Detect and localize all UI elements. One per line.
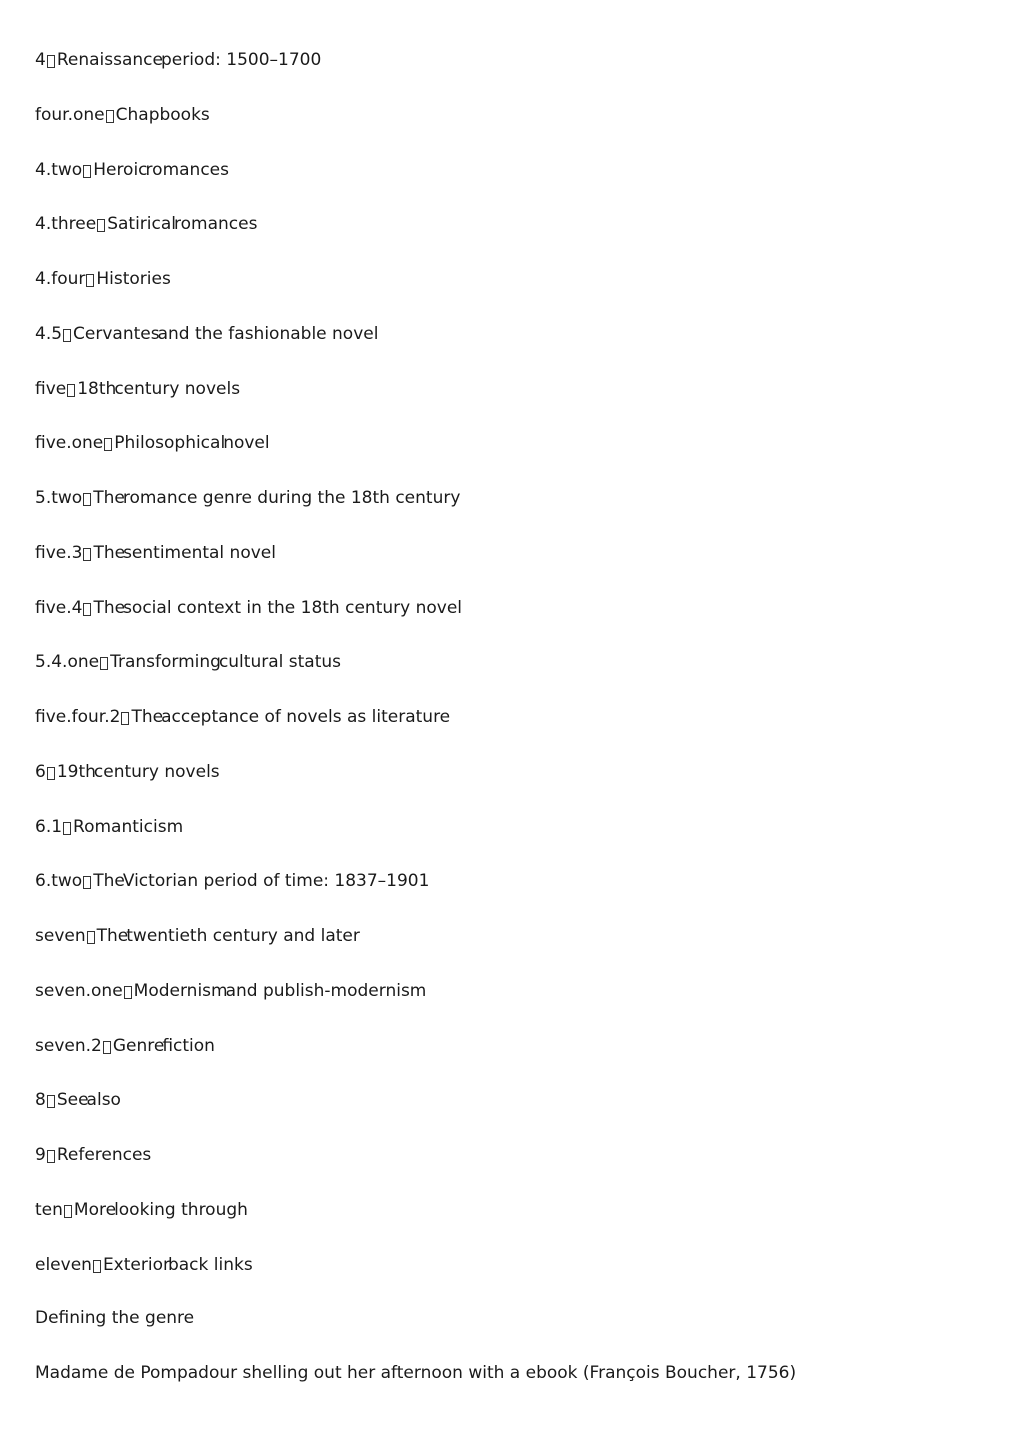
toc-item-title-rest: sentimental novel: [123, 543, 276, 563]
toc-item[interactable]: [35, 1035, 215, 1057]
toc-item-number: 5.two: [35, 488, 83, 508]
toc-item[interactable]: [35, 816, 183, 838]
toc-item[interactable]: [35, 542, 276, 564]
toc-item[interactable]: [35, 870, 429, 892]
toc-item[interactable]: [35, 597, 462, 619]
toc-item-title-first-word: Satirical: [107, 214, 176, 234]
toc-item-title-rest: Victorian period of time: 1837–1901: [122, 871, 430, 891]
toc-item-number: ten: [35, 1200, 63, 1220]
toc-item-title-first-word: The: [93, 598, 126, 618]
toc-item-number: 6: [35, 762, 46, 782]
toc-item-title-first-word: The: [93, 488, 125, 508]
missing-glyph-icon: [86, 274, 94, 287]
missing-glyph-icon: [83, 603, 91, 616]
toc-item[interactable]: [35, 651, 341, 673]
toc-item-title-first-word: Histories: [96, 269, 171, 289]
toc-item-title-rest: and publish-modernism: [225, 981, 427, 1001]
toc-item-title-rest: acceptance of novels as literature: [161, 707, 451, 727]
toc-item-title-rest: back links: [167, 1255, 253, 1275]
toc-item[interactable]: [35, 268, 171, 290]
toc-item[interactable]: [35, 159, 229, 181]
toc-item-number: five: [35, 379, 67, 399]
toc-item-title-rest: novel: [223, 433, 270, 453]
missing-glyph-icon: [97, 219, 105, 232]
toc-item[interactable]: [35, 432, 270, 454]
toc-item-title-rest: twentieth century and later: [126, 926, 360, 946]
toc-item-title-rest: cultural status: [218, 652, 341, 672]
missing-glyph-icon: [63, 822, 71, 835]
missing-glyph-icon: [93, 1260, 101, 1273]
toc-item-number: 6.two: [35, 871, 83, 891]
missing-glyph-icon: [83, 165, 91, 178]
missing-glyph-icon: [47, 767, 55, 780]
missing-glyph-icon: [67, 384, 75, 397]
toc-item-title-rest: also: [86, 1090, 121, 1110]
missing-glyph-icon: [106, 110, 114, 123]
toc-item[interactable]: [35, 487, 460, 509]
section-heading-text: Defining the genre: [35, 1308, 195, 1328]
toc-item-title-first-word: See: [56, 1090, 89, 1110]
toc-item-title-rest: social context in the 18th century novel: [123, 598, 462, 618]
missing-glyph-icon: [83, 876, 91, 889]
toc-item-number: five.one: [35, 433, 104, 453]
missing-glyph-icon: [124, 986, 132, 999]
toc-item-number: 4.four: [35, 269, 86, 289]
missing-glyph-icon: [104, 438, 112, 451]
missing-glyph-icon: [47, 1150, 55, 1163]
missing-glyph-icon: [121, 712, 129, 725]
toc-item[interactable]: [35, 1144, 151, 1166]
toc-item-title-rest: period: 1500–1700: [160, 50, 322, 70]
toc-item-title-first-word: 18th: [77, 379, 117, 399]
toc-item[interactable]: [35, 761, 220, 783]
toc-item-number: five.3: [35, 543, 83, 563]
toc-item[interactable]: [35, 706, 450, 728]
toc-item-number: four.one: [35, 105, 105, 125]
toc-item-title-rest: romances: [145, 160, 229, 180]
toc-item-title-first-word: Chapbooks: [115, 105, 210, 125]
toc-item-title-rest: fiction: [162, 1036, 215, 1056]
toc-item[interactable]: [35, 925, 360, 947]
image-caption-text: Madame de Pompadour shelling out her afternoon with a ebook (François Boucher, 1756): [35, 1363, 797, 1383]
section-heading: [35, 1307, 194, 1329]
toc-item-title-rest: romance genre during the 18th century: [122, 488, 461, 508]
toc-item[interactable]: [35, 1089, 121, 1111]
toc-item-number: five.4: [35, 598, 83, 618]
toc-item-title-first-word: The: [96, 926, 129, 946]
toc-item-title-first-word: The: [131, 707, 164, 727]
toc-item-title-rest: looking through: [114, 1200, 248, 1220]
toc-item-title-first-word: Cervantes: [73, 324, 160, 344]
toc-item-number: 4.three: [35, 214, 97, 234]
image-caption: [35, 1362, 796, 1384]
toc-item[interactable]: [35, 1254, 253, 1276]
toc-item[interactable]: [35, 213, 257, 235]
toc-item-number: 4.5: [35, 324, 63, 344]
toc-item-title-first-word: Exterior: [102, 1255, 170, 1275]
toc-item[interactable]: [35, 323, 378, 345]
toc-item-number: eleven: [35, 1255, 92, 1275]
toc-item-title-first-word: Heroic: [93, 160, 148, 180]
toc-item-number: 4: [35, 50, 46, 70]
missing-glyph-icon: [63, 329, 71, 342]
missing-glyph-icon: [103, 1041, 111, 1054]
toc-item[interactable]: [35, 1199, 248, 1221]
missing-glyph-icon: [83, 548, 91, 561]
toc-item[interactable]: [35, 104, 210, 126]
toc-item-title-first-word: The: [93, 543, 126, 563]
missing-glyph-icon: [87, 931, 95, 944]
toc-item[interactable]: [35, 49, 321, 71]
toc-item-title-first-word: The: [93, 871, 125, 891]
missing-glyph-icon: [64, 1205, 72, 1218]
toc-item-number: 6.1: [35, 817, 63, 837]
toc-item-number: seven: [35, 926, 86, 946]
toc-item[interactable]: [35, 378, 240, 400]
missing-glyph-icon: [83, 493, 91, 506]
toc-item[interactable]: [35, 980, 426, 1002]
toc-item-title-first-word: Genre: [112, 1036, 165, 1056]
toc-item-number: 9: [35, 1145, 46, 1165]
toc-item-number: 8: [35, 1090, 46, 1110]
toc-item-title-rest: romances: [174, 214, 258, 234]
toc-item-title-rest: century novels: [93, 762, 220, 782]
toc-item-title-rest: century novels: [114, 379, 241, 399]
toc-item-title-first-word: More: [73, 1200, 117, 1220]
toc-item-number: five.four.2: [35, 707, 121, 727]
toc-item-title-rest: and the fashionable novel: [157, 324, 379, 344]
toc-item-title-first-word: Transforming: [110, 652, 221, 672]
toc-item-title-first-word: Renaissance: [56, 50, 163, 70]
missing-glyph-icon: [47, 55, 55, 68]
missing-glyph-icon: [100, 657, 108, 670]
toc-item-title-first-word: Modernism: [133, 981, 228, 1001]
toc-item-number: 5.4.one: [35, 652, 100, 672]
toc-item-title-first-word: Romanticism: [73, 817, 184, 837]
toc-item-number: 4.two: [35, 160, 83, 180]
missing-glyph-icon: [47, 1095, 55, 1108]
toc-item-title-first-word: 19th: [56, 762, 96, 782]
toc-item-number: seven.2: [35, 1036, 102, 1056]
toc-item-number: seven.one: [35, 981, 123, 1001]
toc-item-title-first-word: Philosophical: [114, 433, 226, 453]
toc-item-title-first-word: References: [56, 1145, 152, 1165]
